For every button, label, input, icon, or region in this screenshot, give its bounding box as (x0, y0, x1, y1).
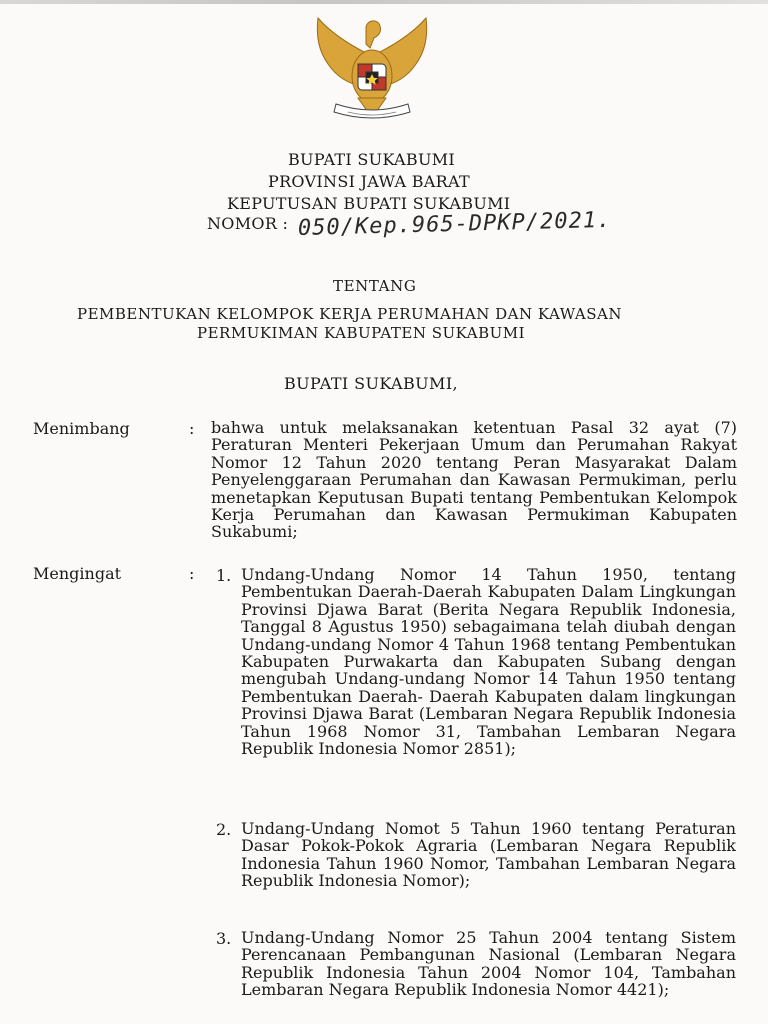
list-item-number: 1. (216, 566, 232, 585)
menimbang-text: bahwa untuk melaksanakan ketentuan Pasal 32 ayat (7) Peraturan Menteri Pekerjaan Umum dan Perumahan Rakyat Nomor 12 Tahun 2020 tentang Peran Masyarakat Dalam Penyelenggaraan Perumahan dan Kawasan Permukiman, perlu menetapkan Keputusan Bupati tentang Pembentukan Kelompok Kerja Perumahan dan Kawasan Permukiman Kabupaten Sukabumi; (211, 418, 737, 542)
list-item-text: Undang-Undang Nomot 5 Tahun 1960 tentang Peraturan Dasar Pokok-Pokok Agraria (Lembaran Negara Republik Indonesia Tahun 1960 Nomor, Tambahan Lembaran Negara Republik Indonesia Nomor); (241, 819, 736, 891)
scan-edge (0, 0, 768, 4)
decree-heading: KEPUTUSAN BUPATI SUKABUMI (227, 194, 511, 213)
nomor-label: NOMOR : (207, 214, 289, 233)
mengingat-colon: : (189, 564, 195, 583)
list-item-number: 3. (216, 929, 232, 948)
issuer-heading: BUPATI SUKABUMI (288, 150, 456, 169)
menimbang-label: Menimbang (33, 419, 130, 438)
province-heading: PROVINSI JAWA BARAT (268, 172, 470, 191)
tentang-heading: TENTANG (333, 277, 417, 295)
list-item-text: Undang-Undang Nomor 14 Tahun 1950, tentang Pembentukan Daerah-Daerah Kabupaten Dalam Lingkungan Provinsi Djawa Barat (Berita Negara Republik Indonesia, Tanggal 8 Agustus 1950) sebagaimana telah diubah dengan Undang-undang Nomor 4 Tahun 1968 tentang Pembentukan Kabupaten Purwakarta dan Kabupaten Subang dengan mengubah Undang-undang Nomor 14 Tahun 1950 tentang Pembentukan Daerah- Daerah Kabupaten dalam lingkungan Provinsi Djawa Barat (Lembaran Negara Republik Indonesia Tahun 1968 Nomor 31, Tambahan Lembaran Negara Republik Indonesia Nomor 2851); (241, 565, 736, 759)
menimbang-colon: : (189, 419, 195, 438)
nomor-value-handwritten: 050/Kep.965-DPKP/2021. (297, 207, 612, 241)
issuer-line: BUPATI SUKABUMI, (284, 374, 459, 393)
garuda-emblem-icon (308, 14, 436, 126)
list-item-text: Undang-Undang Nomor 25 Tahun 2004 tentang Sistem Perencanaan Pembangunan Nasional (Lembaran Negara Republik Indonesia Tahun 2004 Nomor 104, Tambahan Lembaran Negara Republik Indonesia Nomor 4421); (241, 928, 736, 1000)
subject-line-2: PERMUKIMAN KABUPATEN SUKABUMI (197, 324, 526, 342)
mengingat-label: Mengingat (33, 564, 122, 583)
list-item-number: 2. (216, 820, 232, 839)
subject-line-1: PEMBENTUKAN KELOMPOK KERJA PERUMAHAN DAN KAWASAN (77, 305, 622, 323)
